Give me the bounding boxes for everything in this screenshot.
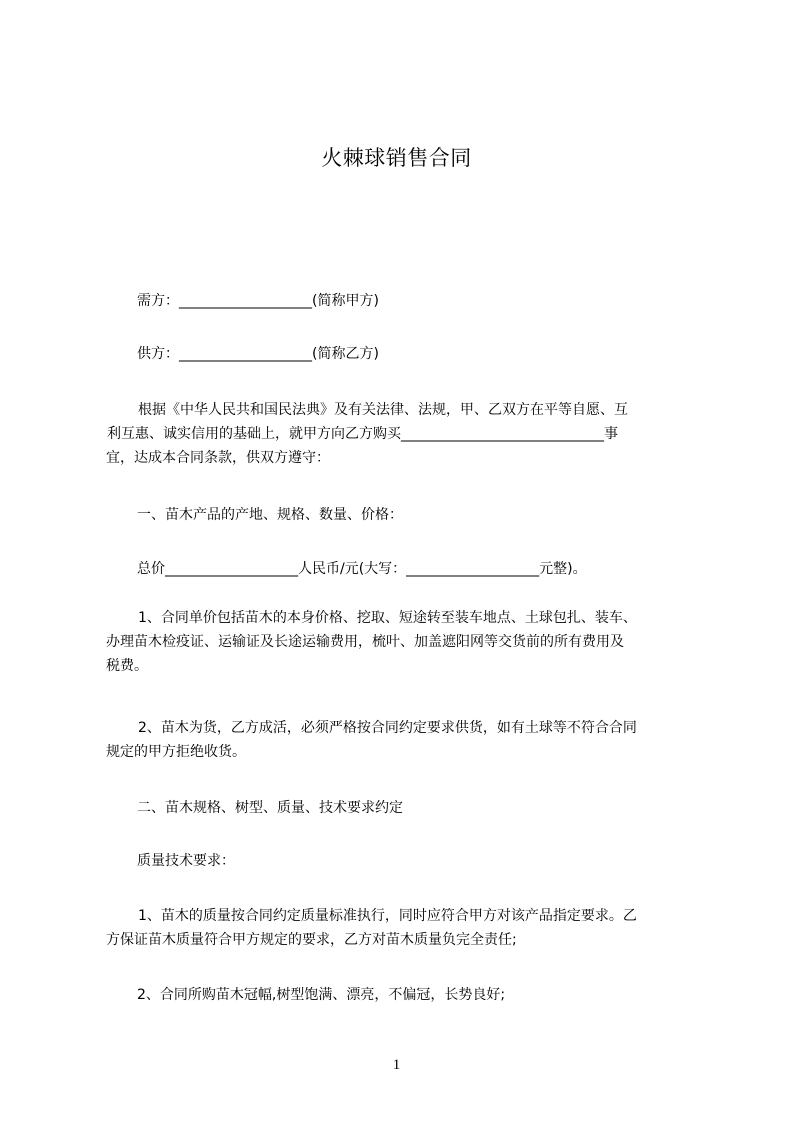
clause-2-1: [106, 904, 712, 952]
page-title: 火棘球销售合同: [321, 146, 472, 170]
intro-line-1: 根据《中华人民共和国民法典》及有关法律、法规，甲、乙双方在平等自愿、互: [138, 402, 628, 418]
page-number: 1: [392, 1057, 401, 1073]
clause-1-2-line-1: 2、苗木为货，乙方成活，必须严格按合同约定要求供货，如有土球等不符合合同: [138, 720, 637, 736]
section-1-heading: 一、苗木产品的产地、规格、数量、价格：: [137, 507, 403, 523]
clause-2-1-line-1: 1、苗木的质量按合同约定质量标准执行，同时应符合甲方对该产品指定要求。乙: [138, 908, 637, 924]
intro-line-2: 利互惠、诚实信用的基础上，就甲方向乙方购买_____________________________事: [107, 426, 618, 442]
clause-2-2: 2、合同所购苗木冠幅,树型饱满、漂亮，不偏冠，长势良好;: [137, 987, 506, 1003]
section-2-heading: 二、苗木规格、树型、质量、技术要求约定: [137, 800, 403, 816]
clause-1-1: [106, 606, 712, 678]
intro-paragraph: [106, 398, 712, 470]
clause-1-2: [106, 716, 712, 764]
clause-1-1-line-2: 办理苗木检疫证、运输证及长途运输费用，梳叶、加盖遮阳网等交货前的所有费用及: [106, 634, 624, 650]
clause-1-1-line-3: 税费。: [106, 658, 148, 674]
quality-heading: 质量技术要求：: [137, 853, 235, 869]
clause-1-1-line-1: 1、合同单价包括苗木的本身价格、挖取、短途转至装车地点、土球包扎、装车、: [138, 610, 637, 626]
intro-line-3: 宜，达成本合同条款，供双方遵守：: [106, 450, 330, 466]
clause-2-1-line-2: 方保证苗木质量符合甲方规定的要求，乙方对苗木质量负完全责任;: [106, 932, 517, 948]
total-price-line: 总价___________________人民币/元(大写：___________________元整)。: [137, 561, 587, 577]
clause-1-2-line-2: 规定的甲方拒绝收货。: [106, 744, 246, 760]
buyer-line: 需方：___________________(简称甲方): [137, 293, 379, 309]
seller-line: 供方：___________________(简称乙方): [137, 346, 379, 362]
